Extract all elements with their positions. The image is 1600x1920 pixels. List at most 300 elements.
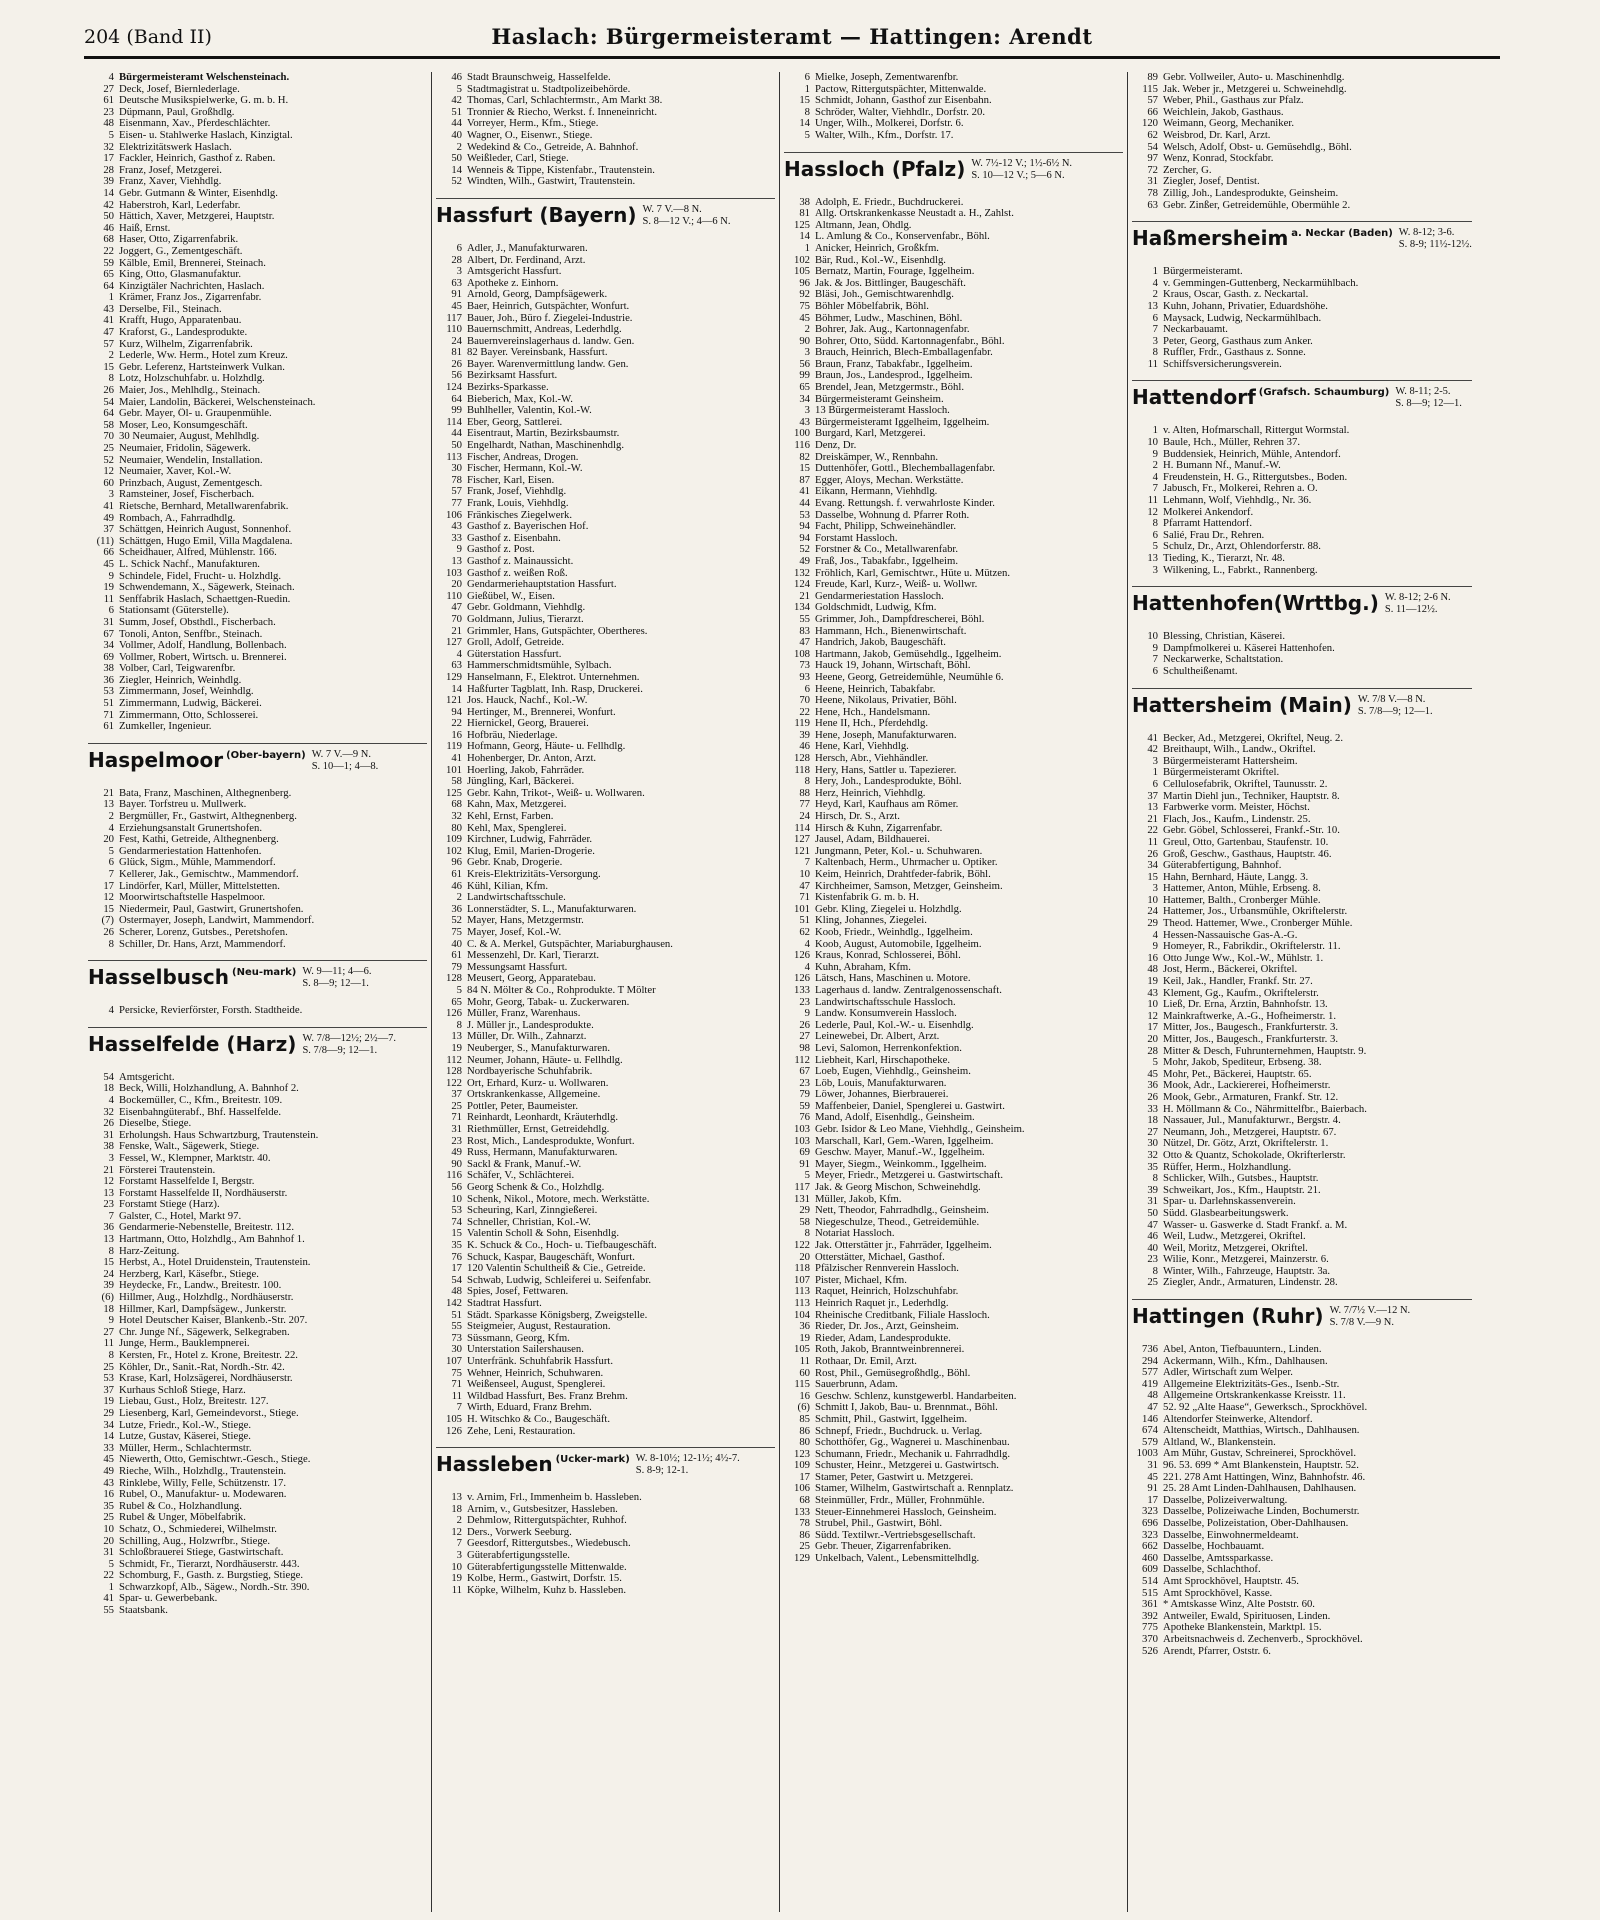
phone-number: 12 [103,1176,114,1188]
subscriber-entry [436,1562,775,1574]
phone-number: 64 [103,408,114,420]
place-name: Hasselfelde (Harz) [88,1031,297,1056]
subscriber-entry [784,1078,1123,1090]
subscriber-entry [436,1228,775,1240]
subscriber-entry [784,220,1123,232]
subscriber-name: Koob, Friedr., Weinhdlg., Iggelheim. [815,926,973,938]
column-4 [1128,72,1476,1912]
phone-number: 10 [799,869,810,880]
subscriber-name: Strubel, Phil., Gastwirt, Böhl. [815,1518,943,1530]
subscriber-entry [784,834,1123,846]
subscriber-name: Messenzehl, Dr. Karl, Tierarzt. [467,950,600,962]
subscriber-name: Gebr. Vollweiler, Auto- u. Maschinenhdlg. [1163,72,1345,83]
subscriber-entry [88,823,427,835]
subscriber-name: Schweikart, Jos., Kfm., Hauptstr. 21. [1163,1184,1321,1196]
phone-number: 92 [799,289,810,301]
sunday-hours: S. 7/8—9; 12—1. [1357,705,1433,717]
subscriber-name: Raquet, Heinrich, Holzschuhfabr. [815,1286,959,1298]
subscriber-entry [88,1234,427,1246]
subscriber-entry [436,463,775,475]
subscriber-name: Arendt, Pfarrer, Oststr. 6. [1163,1645,1271,1657]
subscriber-entry [784,197,1123,209]
subscriber-entry [1132,301,1472,313]
phone-number: 32 [103,1106,114,1118]
subscriber-name: Wedekind & Co., Getreide, A. Bahnhof. [467,141,639,153]
phone-number: 112 [794,1054,810,1066]
subscriber-name: Walter, Wilh., Kfm., Dorfstr. 17. [815,129,954,141]
phone-number: 56 [451,370,462,382]
phone-number: 26 [103,926,114,938]
subscriber-entry [88,640,427,652]
phone-number: 674 [1141,1425,1158,1437]
phone-number: 696 [1141,1517,1158,1529]
subscriber-entry [784,602,1123,614]
subscriber-entry [1132,1150,1472,1162]
phone-number: 21 [451,625,462,637]
subscriber-name: Jak. & Georg Mischon, Schweinehdlg. [815,1182,981,1194]
subscriber-entry [1132,266,1472,278]
subscriber-name: Gebr. Gutmann & Winter, Eisenhdlg. [119,187,278,199]
subscriber-name: Frank, Louis, Viehhdlg. [467,498,569,509]
subscriber-name: Sauerbrunn, Adam. [815,1379,898,1391]
phone-number: 106 [445,509,462,521]
subscriber-name: Farbwerke vorm. Meister, Höchst. [1163,802,1310,814]
phone-number: 39 [1147,1184,1158,1196]
subscriber-entry [784,1391,1123,1403]
subscriber-entry [436,370,775,382]
subscriber-name: Ziegler, Andr., Armaturen, Lindenstr. 28. [1163,1277,1338,1289]
subscriber-entry [1132,779,1472,791]
subscriber-entry [436,741,775,753]
phone-number: 1 [1152,767,1158,779]
subscriber-entry [784,475,1123,487]
phone-number: 27 [103,83,114,95]
phone-number: 133 [793,984,810,996]
phone-number: 115 [1142,83,1158,95]
phone-number: 102 [445,845,462,857]
subscriber-name: Erziehungsanstalt Grunertshofen. [119,822,263,834]
subscriber-name: Kraforst, G., Landesprodukte. [119,327,248,339]
subscriber-name: Maffenbeier, Daniel, Spenglerei u. Gastwirt. [815,1100,1005,1112]
subscriber-name: Lutze, Friedr., Kol.-W., Stiege. [119,1419,251,1431]
subscriber-entry [88,904,427,916]
subscriber-name: Steinmüller, Frdr., Müller, Frohnmühle. [815,1495,985,1507]
subscriber-entry [436,962,775,974]
subscriber-name: Bürgermeisteramt Geinsheim. [815,393,944,405]
subscriber-entry [436,614,775,626]
subscriber-name: Rost, Mich., Landesprodukte, Wonfurt. [467,1135,635,1147]
subscriber-entry [784,1310,1123,1322]
subscriber-name: Vorreyer, Herm., Kfm., Stiege. [467,118,599,130]
phone-number: 117 [794,1182,810,1194]
subscriber-entry [784,997,1123,1009]
phone-number: 514 [1141,1575,1158,1587]
subscriber-name: Pactow, Rittergutspächter, Mittenwalde. [815,83,987,95]
subscriber-name: Fessel, W., Klempner, Marktstr. 40. [119,1152,271,1164]
subscriber-entry [436,568,775,580]
subscriber-entry [88,652,427,664]
phone-number: 78 [799,1518,810,1530]
subscriber-entry [88,721,427,733]
subscriber-entry [784,730,1123,742]
phone-number: 54 [1147,141,1158,153]
subscriber-name: Buddensiek, Heinrich, Mühle, Antendorf. [1163,448,1341,460]
subscriber-name: Lotz, Holzschuhfabr. u. Holzhdlg. [119,373,265,385]
subscriber-name: Lätsch, Hans, Maschinen u. Motore. [815,973,971,985]
subscriber-entry [784,498,1123,510]
phone-number: 10 [1147,631,1158,643]
phone-number: (6) [101,1292,114,1304]
phone-number: 2 [456,141,462,153]
phone-number: 81 [799,208,810,220]
phone-number: 8 [804,1228,810,1240]
subscriber-entry [1132,72,1472,84]
subscriber-entry [1132,1231,1472,1243]
subscriber-entry [784,1194,1123,1206]
phone-number: 120 [1141,118,1158,130]
phone-number: 8 [108,1245,114,1257]
phone-number: 49 [103,1465,114,1477]
subscriber-name: Dehmlow, Rittergutspächter, Ruhhof. [467,1515,627,1527]
subscriber-entry [1132,1277,1472,1289]
subscriber-entry [88,1605,427,1617]
phone-number: 87 [799,474,810,486]
phone-number: 52 [451,176,462,188]
subscriber-entry [784,347,1123,359]
subscriber-name: Ort, Erhard, Kurz- u. Wollwaren. [467,1077,609,1089]
subscriber-entry [1132,849,1472,861]
subscriber-entry [436,1020,775,1032]
subscriber-name: Bernatz, Martin, Fourage, Iggelheim. [815,266,975,278]
subscriber-name: Rubel & Co., Holzhandlung. [119,1500,242,1512]
subscriber-entry [1132,107,1472,119]
phone-number: 34 [103,1419,114,1431]
subscriber-name: Baule, Hch., Müller, Rehren 37. [1163,437,1300,449]
subscriber-name: Marschall, Karl, Gem.-Waren, Iggelheim. [815,1135,994,1147]
subscriber-name: Gebr. Mayer, Öl- u. Graupenmühle. [119,408,272,420]
subscriber-name: Thomas, Carl, Schlachtermstr., Am Markt 38. [467,95,663,107]
subscriber-name: Hattemer, Jos., Urbansmühle, Okriftelerstr. [1163,906,1348,918]
place-heading [1132,380,1472,419]
subscriber-name: Bohrer, Otto, Südd. Kartonnagenfabr., Böhl. [815,335,1005,347]
phone-number: 126 [793,973,810,985]
subscriber-entry [88,1362,427,1374]
phone-number: 102 [793,254,810,266]
phone-number: 41 [799,486,810,498]
phone-number: 5 [804,129,810,141]
weekday-hours: W. 7/7½ V.—12 N. [1329,1305,1411,1317]
subscriber-name: Zimmermann, Josef, Weinhdlg. [119,686,254,698]
phone-number: 44 [451,428,462,440]
subscriber-entry [784,579,1123,591]
phone-number: 3 [1152,564,1158,576]
subscriber-name: Wehner, Heinrich, Schuhwaren. [467,1367,604,1379]
subscriber-name: Koob, August, Automobile, Iggelheim. [815,938,982,950]
subscriber-entry [436,649,775,661]
subscriber-entry [1132,1390,1472,1402]
subscriber-entry [88,362,427,374]
subscriber-name: Dasselbe, Einwohnermeldeamt. [1163,1529,1299,1541]
subscriber-entry [784,72,1123,84]
subscriber-name: Adler, J., Manufakturwaren. [467,242,588,254]
subscriber-entry [1132,1483,1472,1495]
phone-number: 10 [1147,437,1158,449]
phone-number: 4 [804,938,810,950]
phone-number: 13 [1147,300,1158,312]
subscriber-name: Chr. Junge Nf., Sägewerk, Selkegraben. [119,1326,290,1338]
office-hours [1330,1305,1411,1329]
subscriber-name: Hene, Joseph, Manufakturwaren. [815,729,957,741]
subscriber-entry [784,776,1123,788]
subscriber-entry [1132,1356,1472,1368]
subscriber-entry [784,463,1123,475]
subscriber-name: Hartmann, Otto, Holzhdlg., Am Bahnhof 1. [119,1234,305,1246]
phone-number: 20 [451,579,462,591]
phone-number: 25 [103,1512,114,1524]
subscriber-name: Forstamt Hasselfelde I, Bergstr. [119,1176,255,1188]
phone-number: 4 [804,961,810,973]
phone-number: 72 [1147,164,1158,176]
weekday-hours: W. 9—11; 4—6. [302,966,372,978]
subscriber-entry [88,582,427,594]
subscriber-entry [88,478,427,490]
subscriber-entry [436,1055,775,1067]
phone-number: 113 [446,451,462,463]
subscriber-entry [436,440,775,452]
sunday-hours: S. 8-9; 11½-12½. [1398,239,1472,251]
subscriber-entry [436,1043,775,1055]
subscriber-name: Krämer, Franz Jos., Zigarrenfabr. [119,292,262,304]
subscriber-name: Neumann, Joh., Metzgerei, Hauptstr. 67. [1163,1126,1337,1138]
subscriber-entry [784,521,1123,533]
subscriber-name: Fackler, Heinrich, Gasthof z. Raben. [119,153,276,165]
subscriber-entry [88,1431,427,1443]
phone-number: 117 [446,312,462,324]
subscriber-entry [88,927,427,939]
phone-number: 80 [799,1437,810,1449]
phone-number: 16 [103,1489,114,1501]
phone-number: 47 [103,327,114,339]
subscriber-name: K. Schuck & Co., Hoch- u. Tiefbaugeschäft. [467,1240,657,1251]
subscriber-name: Rieder, Dr. Jos., Arzt, Geinsheim. [815,1321,959,1333]
subscriber-name: Dasselbe, Polizeistation, Ober-Dahlhausen. [1163,1517,1349,1529]
subscriber-entry [784,973,1123,985]
phone-number: (11) [96,535,114,547]
phone-number: 7 [108,1210,114,1222]
weekday-hours: W. 7 V.—8 N. [642,203,702,215]
phone-number: 36 [799,1321,810,1333]
phone-number: 94 [451,706,462,718]
subscriber-name: Nett, Theodor, Fahrradhdlg., Geinsheim. [815,1205,989,1217]
subscriber-entry [88,130,427,142]
phone-number: 51 [451,1309,462,1321]
subscriber-entry [784,255,1123,267]
subscriber-name: Jak. Weber jr., Metzgerei u. Schweinehdlg. [1163,83,1347,95]
subscriber-name: Hene, Karl, Viehhdlg. [815,741,909,753]
subscriber-name: Kreis-Elektrizitäts-Versorgung. [467,869,601,880]
phone-number: 3 [1152,883,1158,895]
subscriber-name: Mitter, Jos., Baugesch., Frankfurterstr. 3. [1163,1022,1338,1034]
subscriber-entry [88,246,427,258]
phone-number: 131 [793,1193,810,1205]
subscriber-name: Zillig, Joh., Landesprodukte, Geinsheim. [1163,187,1339,199]
phone-number: 19 [103,1396,114,1408]
subscriber-name: Gießübel, W., Eisen. [467,590,555,602]
sunday-hours: S. 10—12 V.; 5—6 N. [971,169,1065,181]
phone-number: 4 [1152,929,1158,941]
phone-number: 5 [1152,541,1158,553]
subscriber-name: Mitter & Desch, Fuhrunternehmen, Hauptstr. 9. [1163,1045,1367,1057]
subscriber-entry [1132,918,1472,930]
phone-number: 39 [103,1280,114,1292]
subscriber-entry [1132,895,1472,907]
subscriber-name: Müller, Dr. Wilh., Zahnarzt. [467,1031,587,1043]
subscriber-entry [1132,553,1472,565]
subscriber-entry [436,672,775,684]
phone-number: 19 [451,1042,462,1054]
subscriber-name: Dasselbe, Hochbauamt. [1163,1541,1265,1553]
subscriber-entry [88,1408,427,1420]
subscriber-entry [436,892,775,904]
subscriber-entry [1132,1208,1472,1220]
subscriber-name: Hofmann, Georg, Häute- u. Fellhdlg. [467,741,626,753]
subscriber-name: Unterfränk. Schuhfabrik Hassfurt. [467,1355,614,1367]
subscriber-entry [1132,767,1472,779]
subscriber-name: Jabusch, Fr., Molkerei, Rehren a. O. [1163,483,1318,495]
phone-number: 2 [456,892,462,904]
phone-number: 21 [799,590,810,602]
office-hours [312,749,379,773]
subscriber-entry [88,1199,427,1211]
phone-number: 13 [103,1187,114,1199]
subscriber-entry [88,1222,427,1234]
sunday-hours: S. 7/8 V.—9 N. [1329,1317,1394,1329]
phone-number: 3 [108,489,114,501]
phone-number: 60 [103,477,114,489]
phone-number: 124 [793,579,810,591]
subscriber-name: Amt Sprockhövel, Kasse. [1163,1587,1273,1599]
weekday-hours: W. 8-12; 3-6. [1398,227,1455,239]
subscriber-name: Unkelbach, Valent., Lebensmittelhdlg. [815,1553,980,1565]
phone-number: 44 [451,118,462,130]
phone-number: 76 [451,1251,462,1263]
subscriber-entry [1132,964,1472,976]
phone-number: 26 [451,358,462,370]
subscriber-entry [784,556,1123,568]
subscriber-entry [88,1280,427,1292]
subscriber-name: Abel, Anton, Tiefbauuntern., Linden. [1163,1344,1322,1356]
subscriber-entry [436,1101,775,1113]
subscriber-name: Hofbräu, Niederlage. [467,729,558,741]
subscriber-entry [88,84,427,96]
subscriber-entry [1132,1588,1472,1600]
phone-number: 71 [103,709,114,721]
place-name: Hasselbusch [88,965,230,990]
phone-number: 26 [799,1019,810,1031]
phone-number: 9 [108,570,114,582]
phone-number: 71 [799,892,810,904]
subscriber-name: Mainkraftwerke, A.-G., Hofheimerstr. 1. [1163,1010,1337,1022]
phone-number: 10 [1147,894,1158,906]
subscriber-name: Gasthof z. Bayerischen Hof. [467,521,589,533]
phone-number: 123 [793,1448,810,1460]
subscriber-entry [436,637,775,649]
phone-number: 419 [1141,1378,1158,1390]
phone-number: 46 [451,880,462,892]
phone-number: 47 [451,602,462,614]
phone-number: 12 [1147,1010,1158,1022]
phone-number: 662 [1141,1541,1158,1553]
subscriber-entry [784,130,1123,142]
phone-number: 58 [799,1216,810,1228]
subscriber-name: Otto & Quantz, Schokolade, Okrifterlerstr. [1163,1149,1346,1161]
subscriber-entry [1132,336,1472,348]
phone-number: 7 [1152,483,1158,495]
subscriber-entry [436,165,775,177]
subscriber-entry [88,188,427,200]
subscriber-name: Junge, Herm., Bauklempnerei. [119,1338,250,1350]
subscriber-name: Hahn, Bernhard, Häute, Langg. 3. [1163,871,1309,883]
phone-number: 73 [799,660,810,672]
phone-number: 14 [451,683,462,695]
subscriber-entry [88,1153,427,1165]
subscriber-entry [784,904,1123,916]
page-number-and-volume: 204 (Band II) [84,26,212,48]
subscriber-entry [88,1130,427,1142]
subscriber-name: Molkerei Ankendorf. [1163,506,1254,518]
subscriber-name: Jak. Otterstätter jr., Fahrräder, Iggelheim. [815,1240,992,1251]
phone-number: 25 [103,443,114,454]
subscriber-entry [1132,1254,1472,1266]
phone-number: 34 [799,393,810,405]
subscriber-name: Eisentraut, Martin, Bezirksbaumstr. [467,428,620,440]
subscriber-entry [784,118,1123,130]
subscriber-entry [88,881,427,893]
phone-number: 119 [446,741,462,753]
subscriber-name: Facht, Philipp, Schweinehändler. [815,521,956,533]
subscriber-entry [88,176,427,188]
subscriber-entry [88,629,427,641]
subscriber-entry [784,405,1123,417]
phone-number: 17 [1147,1494,1158,1506]
phone-number: 43 [1147,987,1158,999]
subscriber-name: Hirsch, Dr. S., Arzt. [815,811,900,823]
subscriber-name: Gasthof z. Post. [467,544,535,556]
phone-number: 94 [799,521,810,533]
subscriber-name: Kolbe, Herm., Gastwirt, Dorfstr. 15. [467,1573,622,1585]
subscriber-entry [784,1530,1123,1542]
phone-number: 24 [451,335,462,347]
subscriber-entry [784,869,1123,881]
phone-number: 2 [804,324,810,336]
subscriber-entry [784,1043,1123,1055]
office-hours [302,966,371,990]
subscriber-entry [88,211,427,223]
subscriber-entry [784,1321,1123,1333]
phone-number: 13 [451,1492,462,1504]
subscriber-entry [436,788,775,800]
phone-number: 62 [1147,129,1158,141]
subscriber-name: Grimmer, Joh., Dampfdrescherei, Böhl. [815,613,985,625]
subscriber-entry [88,513,427,525]
phone-number: 15 [103,903,114,915]
subscriber-name: Moser, Leo, Konsumgeschäft. [119,419,248,431]
subscriber-entry [1132,1266,1472,1278]
subscriber-name: Vollmer, Adolf, Handlung, Bollenbach. [119,640,287,652]
subscriber-entry [436,707,775,719]
subscriber-entry [784,950,1123,962]
subscriber-entry [436,1136,775,1148]
